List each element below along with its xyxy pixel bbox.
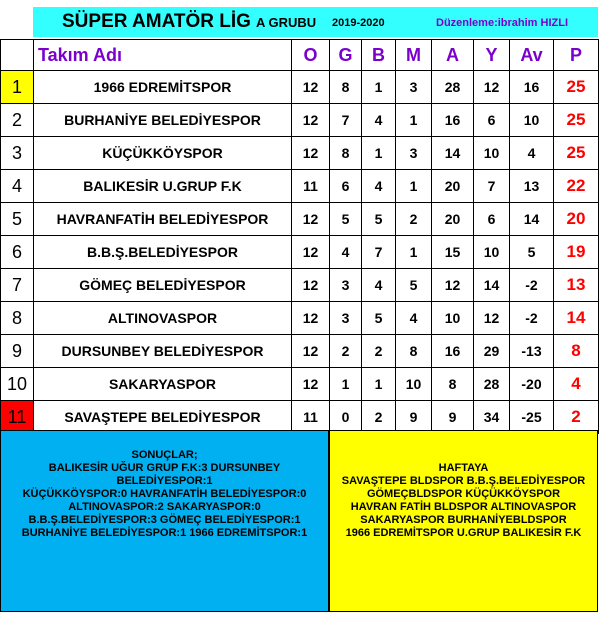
played-cell: 12	[292, 236, 330, 269]
drawn-cell: 1	[362, 368, 396, 401]
played-cell: 12	[292, 203, 330, 236]
result-line: ALTINOVASPOR:2 SAKARYASPOR:0	[68, 501, 261, 513]
played-cell: 12	[292, 335, 330, 368]
drawn-cell: 4	[362, 170, 396, 203]
team-name-cell: BURHANİYE BELEDİYESPOR	[34, 104, 292, 137]
team-name-cell: HAVRANFATİH BELEDİYESPOR	[34, 203, 292, 236]
goals-for-cell: 15	[432, 236, 474, 269]
column-header-goals-for: A	[432, 40, 474, 71]
team-name-cell: SAVAŞTEPE BELEDİYESPOR	[34, 401, 292, 434]
team-name-cell: ALTINOVASPOR	[34, 302, 292, 335]
team-name-cell: KÜÇÜKKÖYSPOR	[34, 137, 292, 170]
lost-cell: 2	[396, 203, 432, 236]
goals-against-cell: 14	[474, 269, 510, 302]
results-box	[0, 430, 329, 612]
team-name-cell: DURSUNBEY BELEDİYESPOR	[34, 335, 292, 368]
lost-cell: 1	[396, 104, 432, 137]
team-name-cell: 1966 EDREMİTSPOR	[34, 71, 292, 104]
played-cell: 12	[292, 104, 330, 137]
team-name-cell: GÖMEÇ BELEDİYESPOR	[34, 269, 292, 302]
lost-cell: 5	[396, 269, 432, 302]
lost-cell: 1	[396, 236, 432, 269]
goals-for-cell: 9	[432, 401, 474, 434]
next-week-text	[330, 462, 597, 540]
goal-difference-cell: 5	[510, 236, 554, 269]
drawn-cell: 5	[362, 203, 396, 236]
goals-against-cell: 10	[474, 137, 510, 170]
group-label: A GRUBU	[256, 15, 317, 30]
goal-difference-cell: 10	[510, 104, 554, 137]
result-line: SONUÇLAR;	[131, 449, 198, 461]
lost-cell: 10	[396, 368, 432, 401]
result-line: BURHANİYE BELEDİYESPOR:1 1966 EDREMİTSPOR:1	[21, 527, 308, 539]
goals-against-cell: 6	[474, 104, 510, 137]
result-line: BALIKESİR UĞUR GRUP F.K:3 DURSUNBEY	[48, 462, 281, 474]
goals-against-cell: 7	[474, 170, 510, 203]
points-cell: 25	[554, 137, 599, 170]
goals-for-cell: 20	[432, 203, 474, 236]
points-cell: 2	[554, 401, 599, 434]
won-cell: 2	[330, 335, 362, 368]
fixture-line: SAKARYASPOR BURHANİYEBLDSPOR	[360, 514, 567, 526]
rank-cell: 6	[1, 236, 34, 269]
lost-cell: 9	[396, 401, 432, 434]
goal-difference-cell: -2	[510, 269, 554, 302]
league-title: SÜPER AMATÖR LİG	[62, 11, 251, 32]
goal-difference-cell: 4	[510, 137, 554, 170]
points-cell: 22	[554, 170, 599, 203]
won-cell: 3	[330, 269, 362, 302]
team-name-cell: BALIKESİR U.GRUP F.K	[34, 170, 292, 203]
points-cell: 20	[554, 203, 599, 236]
goals-against-cell: 34	[474, 401, 510, 434]
won-cell: 6	[330, 170, 362, 203]
rank-cell: 1	[1, 71, 34, 104]
played-cell: 12	[292, 269, 330, 302]
table-row	[1, 335, 599, 368]
team-name-cell: B.B.Ş.BELEDİYESPOR	[34, 236, 292, 269]
won-cell: 1	[330, 368, 362, 401]
editor-credit: Düzenleme:ibrahim HIZLI	[436, 17, 569, 29]
table-row	[1, 236, 599, 269]
points-cell: 25	[554, 104, 599, 137]
won-cell: 0	[330, 401, 362, 434]
goals-against-cell: 28	[474, 368, 510, 401]
lost-cell: 3	[396, 71, 432, 104]
result-line: KÜÇÜKKÖYSPOR:0 HAVRANFATİH BELEDİYESPOR:0	[22, 488, 307, 500]
drawn-cell: 5	[362, 302, 396, 335]
next-week-box	[329, 430, 598, 612]
rank-cell: 7	[1, 269, 34, 302]
won-cell: 7	[330, 104, 362, 137]
goals-for-cell: 28	[432, 71, 474, 104]
column-header-won: G	[330, 40, 362, 71]
rank-cell: 4	[1, 170, 34, 203]
header-row	[1, 40, 599, 71]
table-row	[1, 401, 599, 434]
goal-difference-cell: -13	[510, 335, 554, 368]
rank-cell: 10	[1, 368, 34, 401]
rank-header	[1, 40, 34, 71]
points-cell: 19	[554, 236, 599, 269]
table-row	[1, 203, 599, 236]
goals-for-cell: 12	[432, 269, 474, 302]
table-row	[1, 71, 599, 104]
played-cell: 12	[292, 368, 330, 401]
season-label: 2019-2020	[332, 17, 385, 29]
points-cell: 4	[554, 368, 599, 401]
played-cell: 12	[292, 302, 330, 335]
played-cell: 12	[292, 137, 330, 170]
column-header-goal-difference: Av	[510, 40, 554, 71]
won-cell: 8	[330, 137, 362, 170]
goal-difference-cell: 14	[510, 203, 554, 236]
goals-for-cell: 16	[432, 104, 474, 137]
rank-cell: 11	[1, 401, 34, 434]
column-header-goals-against: Y	[474, 40, 510, 71]
won-cell: 5	[330, 203, 362, 236]
drawn-cell: 2	[362, 335, 396, 368]
rank-cell: 3	[1, 137, 34, 170]
goals-against-cell: 12	[474, 302, 510, 335]
rank-cell: 9	[1, 335, 34, 368]
goals-for-cell: 20	[432, 170, 474, 203]
column-header-points: P	[554, 40, 599, 71]
team-name-cell: SAKARYASPOR	[34, 368, 292, 401]
drawn-cell: 7	[362, 236, 396, 269]
fixture-line: GÖMEÇBLDSPOR KÜÇÜKKÖYSPOR	[366, 488, 561, 500]
results-text	[1, 449, 328, 540]
goal-difference-cell: -20	[510, 368, 554, 401]
drawn-cell: 2	[362, 401, 396, 434]
goals-against-cell: 29	[474, 335, 510, 368]
table-row	[1, 269, 599, 302]
drawn-cell: 1	[362, 71, 396, 104]
goals-for-cell: 8	[432, 368, 474, 401]
goal-difference-cell: -25	[510, 401, 554, 434]
won-cell: 3	[330, 302, 362, 335]
played-cell: 12	[292, 71, 330, 104]
column-header-drawn: B	[362, 40, 396, 71]
won-cell: 8	[330, 71, 362, 104]
drawn-cell: 4	[362, 104, 396, 137]
goal-difference-cell: -2	[510, 302, 554, 335]
drawn-cell: 1	[362, 137, 396, 170]
goals-against-cell: 10	[474, 236, 510, 269]
fixture-line: HAVRAN FATİH BLDSPOR ALTINOVASPOR	[350, 501, 577, 513]
lost-cell: 1	[396, 170, 432, 203]
rank-cell: 2	[1, 104, 34, 137]
drawn-cell: 4	[362, 269, 396, 302]
rank-cell: 5	[1, 203, 34, 236]
standings-body	[1, 71, 599, 434]
points-cell: 8	[554, 335, 599, 368]
table-row	[1, 104, 599, 137]
column-header-played: O	[292, 40, 330, 71]
lost-cell: 4	[396, 302, 432, 335]
fixture-line: HAFTAYA	[438, 462, 489, 474]
rank-cell: 8	[1, 302, 34, 335]
table-row	[1, 302, 599, 335]
played-cell: 11	[292, 170, 330, 203]
fixture-line: 1966 EDREMİTSPOR U.GRUP BALIKESİR F.K	[345, 527, 582, 539]
goals-against-cell: 6	[474, 203, 510, 236]
column-header-team: Takım Adı	[34, 40, 292, 71]
goals-for-cell: 14	[432, 137, 474, 170]
goals-against-cell: 12	[474, 71, 510, 104]
points-cell: 25	[554, 71, 599, 104]
table-row	[1, 137, 599, 170]
played-cell: 11	[292, 401, 330, 434]
won-cell: 4	[330, 236, 362, 269]
goal-difference-cell: 16	[510, 71, 554, 104]
points-cell: 13	[554, 269, 599, 302]
goals-for-cell: 16	[432, 335, 474, 368]
table-row	[1, 170, 599, 203]
table-row	[1, 368, 599, 401]
goal-difference-cell: 13	[510, 170, 554, 203]
result-line: BELEDİYESPOR:1	[116, 475, 213, 487]
goals-for-cell: 10	[432, 302, 474, 335]
fixture-line: SAVAŞTEPE BLDSPOR B.B.Ş.BELEDİYESPOR	[341, 475, 586, 487]
standings-table	[0, 39, 599, 434]
lost-cell: 8	[396, 335, 432, 368]
column-header-lost: M	[396, 40, 432, 71]
lost-cell: 3	[396, 137, 432, 170]
result-line: B.B.Ş.BELEDİYESPOR:3 GÖMEÇ BELEDİYESPOR:1	[28, 514, 301, 526]
points-cell: 14	[554, 302, 599, 335]
